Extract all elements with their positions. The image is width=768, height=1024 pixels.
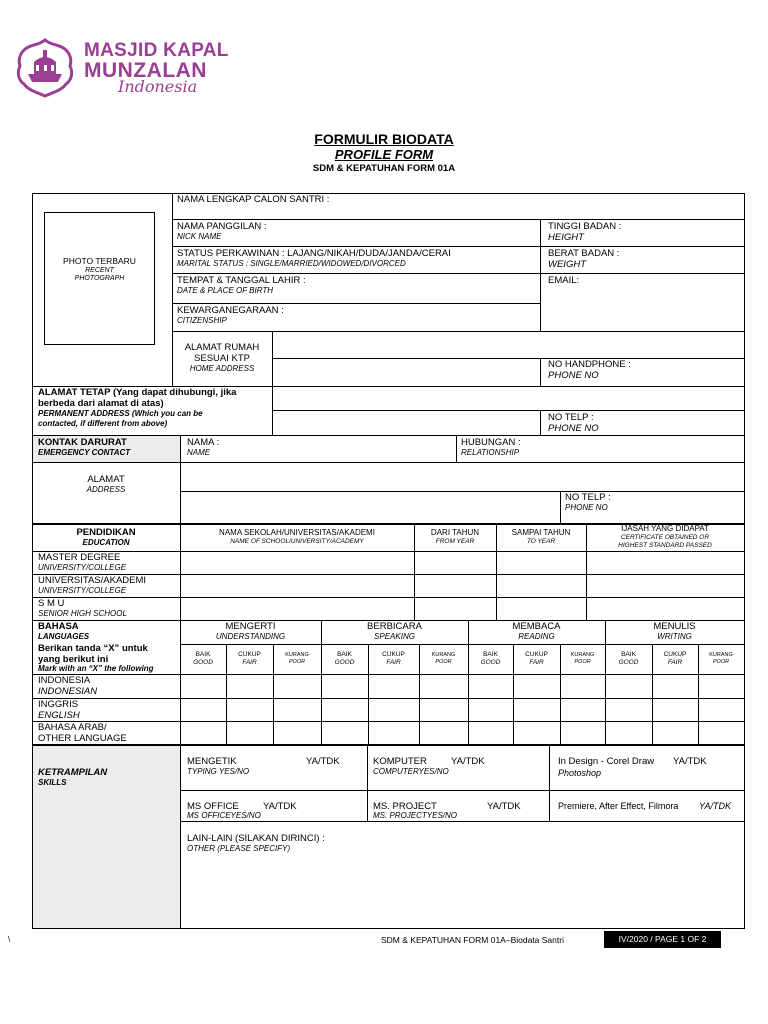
education-to-header: SAMPAI TAHUN [511,528,571,537]
skill-premiere-label: Premiere, After Effect, Filmora [558,801,679,811]
grid-line [172,331,745,332]
home-address-label2: SESUAI KTP [194,353,250,364]
home-address-en: HOME ADDRESS [189,364,255,373]
skills-title: KETRAMPILAN [38,767,108,778]
education-row-label: UNIVERSITAS/AKADEMI [38,575,147,586]
education-to-header-en: TO YEAR [526,538,556,545]
border-left [32,193,33,929]
permanent-address-label: ALAMAT TETAP (Yang dapat dihubungi, jika [38,387,237,398]
lang-skill-header-en: SPEAKING [374,632,415,641]
skill-msproject-en: MS. PROJECTYES/NO [373,811,458,820]
grid-line [367,745,368,821]
nickname-en: NICK NAME [177,232,222,241]
grid-line [180,745,181,929]
logo [14,38,229,102]
education-school-header: NAMA SEKOLAH/UNIVERSITAS/AKADEMI [219,528,375,537]
lang-level-en: GOOD [618,659,639,666]
form-code: SDM & KEPATUHAN FORM 01A [312,163,456,174]
grid-line [560,491,561,524]
grid-line [456,435,457,462]
grid-line [32,462,745,463]
grid-line [172,303,540,304]
logo-line2: MUNZALAN [84,59,207,82]
lang-level: BAIK [195,651,211,658]
skill-typing-en: TYPING YES/NO [187,767,250,776]
emergency-relation-en: RELATIONSHIP [461,448,520,457]
skill-other-en: OTHER (PLEASE SPECIFY) [187,844,291,853]
nickname-label: NAMA PANGGILAN : [177,221,267,232]
education-row-label: MASTER DEGREE [38,552,121,563]
lang-level: BAIK [621,651,636,658]
grid-line [180,644,745,645]
permanent-address-label2: berbeda dari alamat di atas) [38,398,164,409]
grid-line [32,744,745,746]
skill-msproject-label: MS. PROJECT [373,801,437,812]
lang-level-en: FAIR [667,659,683,666]
education-row-label-en: UNIVERSITY/COLLEGE [38,586,127,595]
education-row-label: S M U [38,598,65,609]
grid-line [32,597,745,598]
lang-level: CUKUP [382,651,405,658]
language-row-label: BAHASA ARAB/ [38,722,107,733]
handphone-en: PHONE NO [548,370,599,381]
emergency-address-en: ADDRESS [86,485,126,494]
lang-skill-header: MENULIS [653,621,696,632]
footer-page: IV/2020 / PAGE 1 OF 2 [618,934,707,944]
full-name-label: NAMA LENGKAP CALON SANTRI : [177,194,330,205]
grid-line [172,219,745,220]
skill-indesign-en: Photoshop [558,768,602,778]
footer-form: SDM & KEPATUHAN FORM 01A–Biodata Santri [381,935,564,945]
grid-line [272,358,745,359]
home-address-label: ALAMAT RUMAH [184,342,260,353]
lang-level: KURANG [431,652,456,658]
education-cert-header-en2: HIGHEST STANDARD PASSED [618,542,712,549]
grid-line [32,698,745,699]
lang-skill-header-en: WRITING [657,632,692,641]
lang-level-en: FAIR [386,659,401,666]
skill-msoffice-en: MS OFFICEYES/NO [187,811,261,820]
skill-msoffice-label: MS OFFICE [187,801,239,812]
lang-level-en: FAIR [242,659,257,666]
birth-en: DATE & PLACE OF BIRTH [177,286,274,295]
lang-level: KURANG [709,652,733,658]
skill-premiere-yn: YA/TDK [699,801,732,811]
languages-note: Berikan tanda “X” untuk [38,643,148,654]
emergency-title: KONTAK DARURAT [38,437,127,448]
grid-line [180,435,181,524]
grid-line [180,491,745,492]
lang-level-en: POOR [712,659,730,665]
emergency-relation-label: HUBUNGAN : [461,437,521,448]
education-cert-header: IJASAH YANG DIDAPAT [621,524,709,533]
emergency-name-en: NAME [187,448,211,457]
marital-en: MARITAL STATUS : SINGLE/MARRIED/WIDOWED/DIVORCED [177,259,406,268]
logo-line1: MASJID KAPAL [84,40,229,61]
weight-label: BERAT BADAN : [548,248,620,259]
skill-computer-yn: YA/TDK [451,756,485,767]
lang-skill-header: MEMBACA [512,621,561,632]
lang-level: KURANG [285,652,309,658]
grid-line [32,674,745,675]
lang-level: CUKUP [663,651,687,658]
education-school-header-en: NAME OF SCHOOL/UNIVERSITY/ACADEMY [230,538,364,545]
form-subtitle: PROFILE FORM [334,147,434,162]
mosque-ship-icon [14,38,76,98]
lang-skill-header-en: READING [518,632,555,641]
grid-line [32,721,745,722]
lang-level: BAIK [483,651,498,658]
skill-msoffice-yn: YA/TDK [263,801,297,812]
language-row-label: INDONESIA [38,675,91,686]
grid-line [32,435,745,436]
education-from-header: DARI TAHUN [430,528,480,537]
photo-label: PHOTO TERBARU [63,256,136,266]
language-row-label: INGGRIS [38,699,79,710]
grid-line [180,821,745,822]
education-row-label-en: UNIVERSITY/COLLEGE [38,563,127,572]
grid-line [540,410,541,436]
weight-en: WEIGHT [548,259,586,270]
border-top [32,193,745,194]
citizenship-label: KEWARGANEGARAAN : [177,305,284,316]
photo-sub2: PHOTOGRAPH [74,275,125,282]
skill-indesign-label: In Design - Corel Draw [558,756,655,767]
telp-en: PHONE NO [548,423,599,434]
grid-line [172,246,745,247]
permanent-address-en2: contacted, if different from above) [38,419,168,428]
lang-level-en: POOR [288,659,306,665]
skill-msproject-yn: YA/TDK [487,801,521,812]
lang-level-en: GOOD [334,659,355,666]
emergency-title-en: EMERGENCY CONTACT [38,448,131,457]
skills-title-en: SKILLS [38,778,67,787]
grid-line [540,358,541,387]
education-title-en: EDUCATION [82,538,130,547]
lang-level-en: GOOD [193,659,213,666]
education-row-label-en: SENIOR HIGH SCHOOL [38,609,127,618]
lang-level-en: FAIR [529,659,544,666]
handphone-label: NO HANDPHONE : [548,359,631,370]
emergency-address-label: ALAMAT [87,474,125,485]
lang-skill-header: BERBICARA [367,621,422,632]
border-bottom [32,928,745,929]
photo-sub1: RECENT [85,267,114,274]
skill-computer-label: KOMPUTER [373,756,427,767]
skill-typing-label: MENGETIK [187,756,237,767]
telp-label: NO TELP : [548,412,594,423]
border-right [744,193,745,929]
citizenship-en: CITIZENSHIP [177,316,227,325]
lang-level: CUKUP [238,651,261,658]
grid-line [32,551,745,552]
height-en: HEIGHT [548,232,584,243]
grid-line [272,410,745,411]
skill-typing-yn: YA/TDK [306,756,340,767]
logo-line3: Indonesia [118,77,198,96]
grid-line [180,790,745,791]
skill-computer-en: COMPUTERYES/NO [373,767,449,776]
form-title: FORMULIR BIODATA [314,131,454,147]
birth-label: TEMPAT & TANGGAL LAHIR : [177,275,306,286]
lang-level: BAIK [337,651,352,658]
marital-label: STATUS PERKAWINAN : LAJANG/NIKAH/DUDA/JANDA/CERAI [177,248,451,259]
permanent-address-en: PERMANENT ADDRESS (Which you can be [38,409,203,418]
grid-line [272,331,273,436]
skill-other-label: LAIN-LAIN (SILAKAN DIRINCI) : [187,833,325,844]
email-label: EMAIL: [548,275,580,286]
emergency-telp-en: PHONE NO [565,503,608,512]
education-cert-header-en: CERTIFICATE OBTAINED OR [620,534,710,541]
lang-level: CUKUP [525,651,548,658]
height-label: TINGGI BADAN : [548,221,622,232]
lang-level-en: POOR [574,659,591,665]
language-row-label-en: OTHER LANGUAGE [38,733,127,744]
emergency-name-label: NAMA : [187,437,220,448]
education-from-header-en: FROM YEAR [435,538,475,545]
lang-skill-header-en: UNDERSTANDING [215,632,286,641]
grid-line [549,745,550,821]
languages-title: BAHASA [38,621,79,632]
footer-mark: \ [8,935,11,944]
lang-skill-header: MENGERTI [225,621,276,632]
lang-level: KURANG [570,652,595,658]
lang-level-en: GOOD [480,659,501,666]
education-title: PENDIDIKAN [76,527,136,538]
lang-level-en: POOR [435,659,452,665]
language-row-label-en: INDONESIAN [38,686,98,697]
languages-note-en: Mark with an “X” the following [38,664,154,673]
skill-indesign-yn: YA/TDK [673,756,707,767]
languages-title-en: LANGUAGES [38,632,90,641]
grid-line [540,219,541,332]
languages-note2: yang berikut ini [38,654,109,665]
grid-line [172,273,745,274]
emergency-telp-label: NO TELP : [565,492,611,503]
language-row-label-en: ENGLISH [38,710,80,721]
